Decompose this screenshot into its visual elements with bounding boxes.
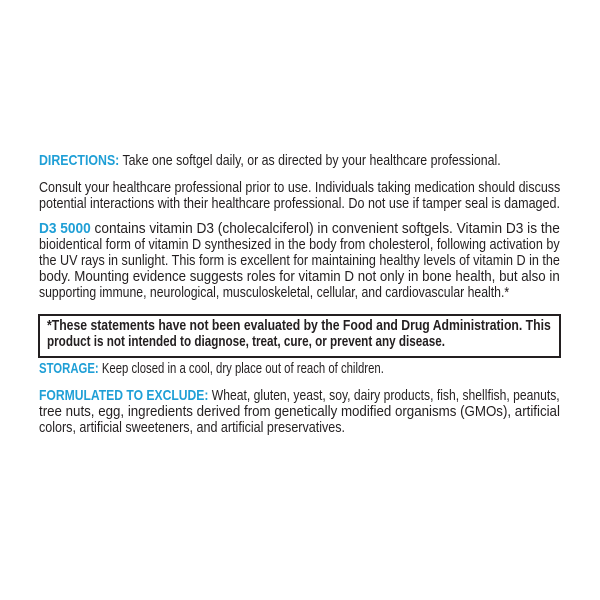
disclaimer-line-1: *These statements have not been evaluated by the Food and Drug Administration. This (47, 317, 551, 334)
exclusions-text-1: Wheat, gluten, yeast, soy, dairy products, fish, shellfish, peanuts, (208, 387, 560, 404)
directions-line (39, 153, 501, 169)
exclusions-line-1 (39, 388, 560, 404)
product-name: D3 5000 (39, 220, 91, 237)
storage-line (39, 361, 384, 377)
storage-label: STORAGE: (39, 360, 99, 377)
disclaimer-line-2: product is not intended to diagnose, treat, cure, or prevent any disease. (47, 333, 445, 350)
exclusions-label: FORMULATED TO EXCLUDE: (39, 387, 209, 404)
warning-line-2: potential interactions with their healthcare professional. Do not use if tamper seal is damaged. (39, 195, 561, 212)
directions-text: Take one softgel daily, or as directed by your healthcare professional. (119, 152, 501, 169)
description-line-4: body. Mounting evidence suggests roles for vitamin D not only in bone health, but also in (39, 268, 560, 285)
storage-text: Keep closed in a cool, dry place out of reach of children. (98, 360, 384, 377)
directions-label: DIRECTIONS: (39, 152, 120, 169)
description-line-3: the UV rays in sunlight. This form is excellent for maintaining healthy levels of vitamin D in the (39, 252, 560, 269)
description-line-1 (39, 221, 560, 237)
description-line-2: bioidentical form of vitamin D synthesized in the body from cholesterol, following activation by (39, 236, 560, 253)
exclusions-line-3: colors, artificial sweeteners, and artificial preservatives. (39, 419, 345, 436)
description-text-1: contains vitamin D3 (cholecalciferol) in convenient softgels. Vitamin D3 is the (90, 220, 560, 237)
exclusions-line-2: tree nuts, egg, ingredients derived from genetically modified organisms (GMOs), artificial (39, 403, 560, 420)
description-line-5: supporting immune, neurological, musculoskeletal, cellular, and cardiovascular health.* (39, 284, 510, 301)
warning-line-1: Consult your healthcare professional prior to use. Individuals taking medication should discuss (39, 179, 561, 196)
